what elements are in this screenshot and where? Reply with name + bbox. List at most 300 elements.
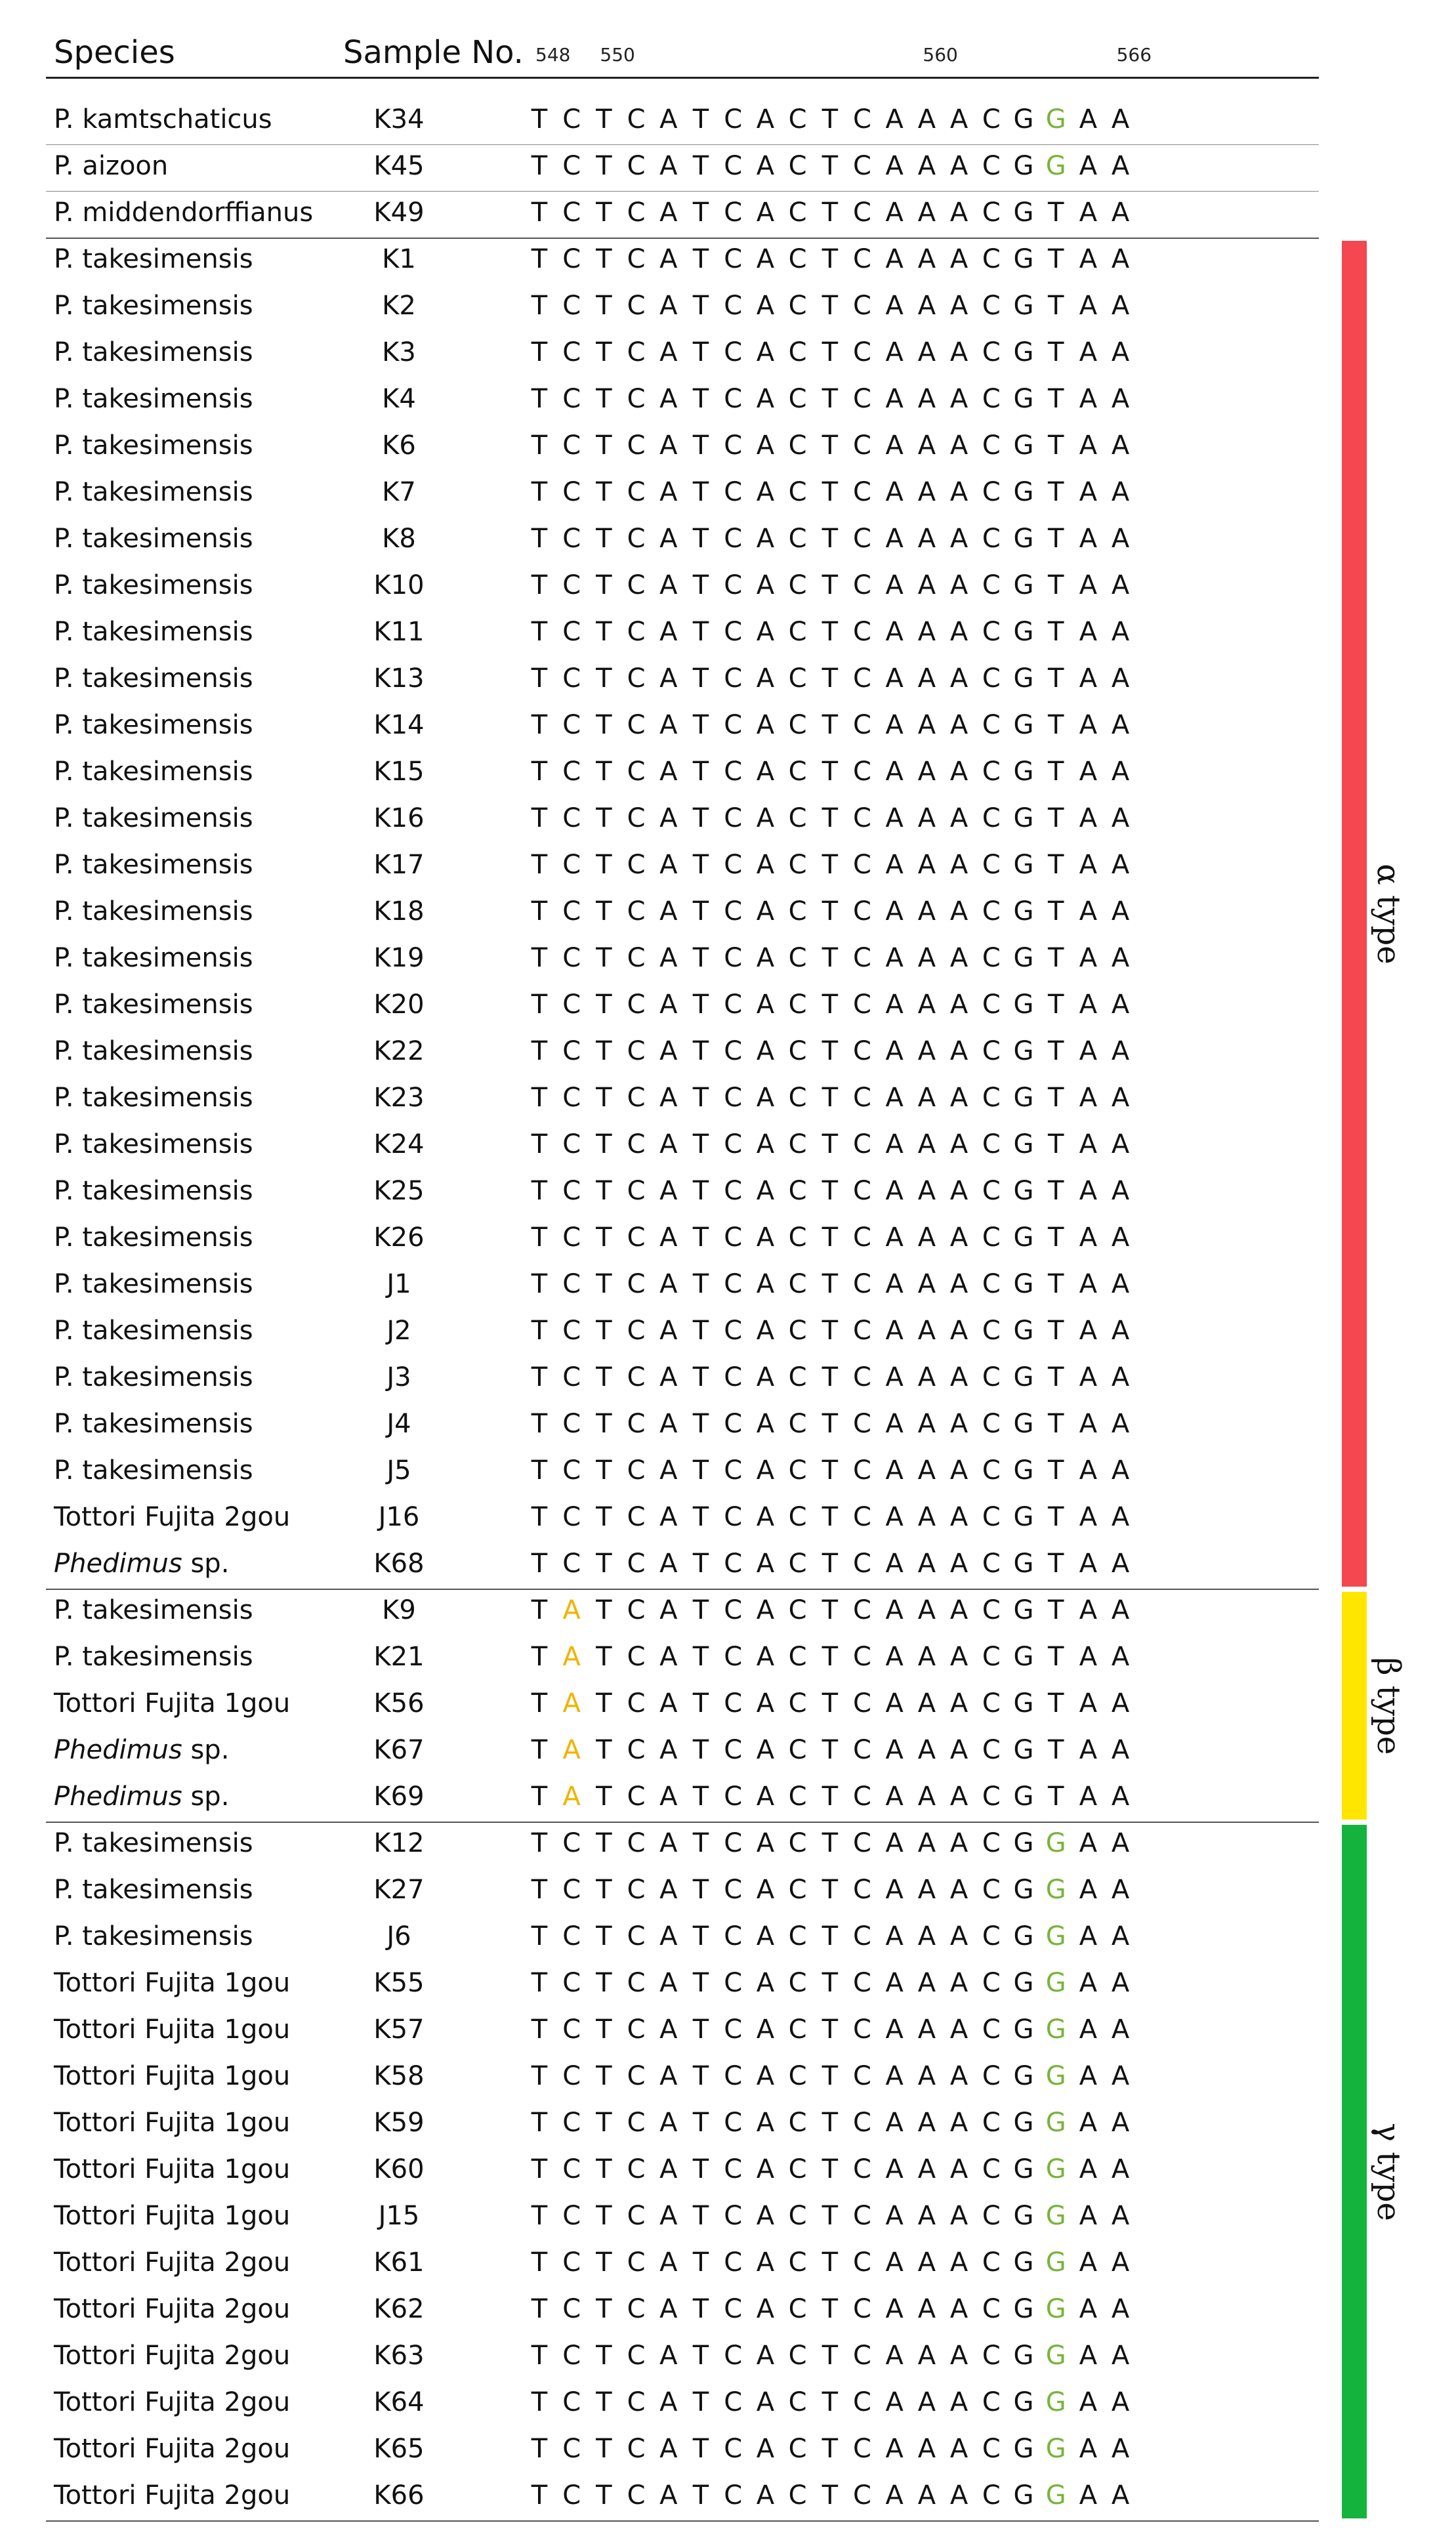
sequence-base: C	[788, 430, 807, 461]
sequence-base: A	[949, 943, 968, 973]
sequence-base: A	[885, 2247, 904, 2278]
sequence-base: A	[1079, 2201, 1098, 2231]
sequence-base: A	[1111, 1036, 1130, 1066]
sequence-base: T	[1047, 198, 1064, 228]
sequence-base: A	[917, 1688, 936, 1719]
sequence-base: A	[917, 1176, 936, 1206]
sequence-base: G	[1013, 2480, 1034, 2511]
sequence-base: T	[692, 1316, 709, 1346]
sequence-base: T	[692, 1828, 709, 1858]
sequence-base: A	[917, 1875, 936, 1905]
sequence-base: C	[982, 1269, 1001, 1299]
sequence-base: A	[1111, 663, 1130, 694]
sequence-base: A	[659, 2480, 678, 2511]
sequence-base: G	[1013, 1176, 1034, 1206]
sequence-base: A	[949, 337, 968, 367]
sequence-base: A	[949, 430, 968, 461]
sequence-base: T	[1047, 430, 1064, 461]
sequence-base: C	[724, 2341, 743, 2371]
sequence-base: T	[1047, 803, 1064, 833]
sequence-base: A	[1111, 1642, 1130, 1672]
sequence-base: C	[982, 2061, 1001, 2091]
sequence-base: C	[724, 1316, 743, 1346]
sequence-base: T	[692, 291, 709, 321]
species-name: Tottori Fujita 1gou	[54, 2061, 291, 2091]
sequence-base: A	[949, 1875, 968, 1905]
sequence-base: C	[627, 1316, 646, 1346]
sequence-base: G	[1013, 291, 1034, 321]
sequence-base: A	[756, 990, 775, 1020]
sequence-base: C	[853, 1642, 871, 1672]
species-name: P. takesimensis	[54, 663, 253, 694]
sequence-base: A	[917, 1269, 936, 1299]
species-name: P. takesimensis	[54, 1129, 253, 1159]
sample-number: J15	[378, 2201, 420, 2231]
sequence-base: C	[562, 151, 581, 181]
sequence-base: G	[1045, 2387, 1066, 2417]
sequence-base: T	[822, 2154, 839, 2184]
sequence-base: C	[724, 104, 743, 135]
sequence-base: A	[917, 2014, 936, 2045]
sequence-base: C	[982, 1222, 1001, 1253]
sequence-base: A	[885, 1409, 904, 1439]
sequence-base: C	[788, 990, 807, 1020]
sequence-base: A	[949, 1083, 968, 1113]
sequence-base: T	[531, 757, 548, 787]
sequence-base: C	[853, 1269, 871, 1299]
sequence-base: A	[949, 2201, 968, 2231]
sequence-base: C	[788, 1036, 807, 1066]
sequence-base: C	[724, 384, 743, 414]
sequence-base: C	[982, 151, 1001, 181]
group-divider	[46, 1589, 1319, 1590]
sequence-base: A	[1079, 990, 1098, 1020]
sequence-base: A	[949, 2108, 968, 2138]
sequence-base: C	[562, 2434, 581, 2464]
sequence-base: C	[724, 1595, 743, 1625]
sequence-base: A	[756, 198, 775, 228]
sequence-base: C	[853, 1875, 871, 1905]
sequence-base: A	[659, 1735, 678, 1765]
sequence-base: G	[1013, 2247, 1034, 2278]
species-name: P. kamtschaticus	[54, 104, 272, 135]
sequence-base: T	[822, 2108, 839, 2138]
sequence-base: T	[692, 1176, 709, 1206]
sequence-base: A	[917, 104, 936, 135]
sequence-base: C	[562, 663, 581, 694]
sequence-base: C	[853, 2108, 871, 2138]
sequence-base: C	[853, 104, 871, 135]
sequence-base: C	[627, 1688, 646, 1719]
sequence-base: T	[822, 198, 839, 228]
sequence-base: T	[596, 1129, 612, 1159]
sequence-base: T	[822, 896, 839, 927]
sequence-base: T	[822, 1921, 839, 1951]
sequence-base: A	[1079, 1549, 1098, 1579]
sequence-base: T	[531, 1036, 548, 1066]
sequence-base: T	[822, 2480, 839, 2511]
sequence-base: A	[917, 1502, 936, 1532]
species-name: P. aizoon	[54, 151, 169, 181]
sequence-base: A	[917, 2387, 936, 2417]
sequence-base: A	[917, 710, 936, 740]
sequence-base: C	[724, 1176, 743, 1206]
sequence-base: A	[1079, 2480, 1098, 2511]
sequence-base: T	[692, 2341, 709, 2371]
sequence-base: C	[982, 757, 1001, 787]
sequence-base: C	[982, 1083, 1001, 1113]
sequence-base: A	[1079, 1688, 1098, 1719]
sample-number: K56	[373, 1688, 425, 1719]
sequence-base: C	[627, 1921, 646, 1951]
sequence-base: C	[562, 710, 581, 740]
sample-number: K27	[373, 1875, 425, 1905]
sequence-base: T	[692, 850, 709, 880]
sequence-base: A	[1111, 1828, 1130, 1858]
sequence-base: T	[596, 2387, 612, 2417]
sequence-base: A	[1079, 104, 1098, 135]
sequence-base: C	[982, 803, 1001, 833]
sequence-base: A	[917, 244, 936, 274]
sequence-base: T	[822, 1362, 839, 1392]
sequence-base: A	[1079, 1735, 1098, 1765]
sequence-base: C	[724, 2247, 743, 2278]
sequence-base: C	[788, 1875, 807, 1905]
sequence-base: T	[822, 2294, 839, 2324]
species-name: P. takesimensis	[54, 943, 253, 973]
sequence-base: A	[756, 2108, 775, 2138]
sequence-base: G	[1045, 2061, 1066, 2091]
sequence-base: T	[692, 1222, 709, 1253]
sequence-base: C	[788, 198, 807, 228]
sequence-base: T	[822, 384, 839, 414]
species-name: P. takesimensis	[54, 896, 253, 927]
sequence-base: A	[949, 710, 968, 740]
sequence-base: A	[1111, 617, 1130, 647]
sequence-base: A	[659, 896, 678, 927]
sequence-base: A	[659, 1362, 678, 1392]
sample-number: K4	[382, 384, 416, 414]
sequence-base: A	[1079, 1269, 1098, 1299]
sequence-base: A	[949, 151, 968, 181]
sequence-base: C	[788, 524, 807, 554]
position-label: 566	[1116, 44, 1152, 66]
sequence-base: C	[788, 1782, 807, 1812]
sequence-base: T	[692, 337, 709, 367]
sequence-base: T	[1047, 1269, 1064, 1299]
sequence-base: T	[531, 1129, 548, 1159]
sequence-base: A	[917, 896, 936, 927]
sequence-base: T	[822, 2387, 839, 2417]
sample-number: K59	[373, 2108, 425, 2138]
sequence-base: C	[724, 757, 743, 787]
sequence-base: A	[1079, 2108, 1098, 2138]
sequence-base: A	[1079, 2061, 1098, 2091]
sample-number: K60	[373, 2154, 425, 2184]
sequence-base: C	[982, 1968, 1001, 1998]
sequence-base: A	[756, 1269, 775, 1299]
sequence-base: A	[885, 1176, 904, 1206]
sequence-base: A	[885, 1362, 904, 1392]
sequence-base: G	[1013, 524, 1034, 554]
sequence-base: C	[982, 244, 1001, 274]
sequence-base: T	[692, 384, 709, 414]
sequence-base: T	[1047, 617, 1064, 647]
sequence-base: A	[949, 1269, 968, 1299]
species-name: P. middendorffianus	[54, 198, 314, 228]
sequence-base: A	[917, 1642, 936, 1672]
sequence-base: A	[1111, 337, 1130, 367]
sequence-base: A	[659, 757, 678, 787]
sequence-base: T	[1047, 1642, 1064, 1672]
sequence-base: G	[1013, 337, 1034, 367]
sequence-base: T	[822, 1502, 839, 1532]
sample-number: J5	[386, 1455, 411, 1486]
sequence-base: A	[885, 1828, 904, 1858]
sequence-base: C	[627, 1828, 646, 1858]
sequence-base: C	[627, 2014, 646, 2045]
sequence-base: T	[692, 1549, 709, 1579]
sequence-base: A	[885, 104, 904, 135]
sequence-base: C	[788, 1502, 807, 1532]
sequence-base: C	[982, 1036, 1001, 1066]
sequence-base: C	[724, 1036, 743, 1066]
sequence-base: A	[756, 151, 775, 181]
sequence-base: A	[1079, 1921, 1098, 1951]
sequence-base: T	[531, 1642, 548, 1672]
sequence-base: C	[627, 803, 646, 833]
sequence-base: T	[596, 2247, 612, 2278]
sequence-base: C	[562, 1176, 581, 1206]
sequence-base: C	[724, 1222, 743, 1253]
sequence-base: C	[853, 198, 871, 228]
sequence-base: A	[885, 198, 904, 228]
sequence-base: A	[659, 803, 678, 833]
sequence-base: G	[1013, 430, 1034, 461]
sequence-base: T	[1047, 1362, 1064, 1392]
sequence-base: C	[853, 617, 871, 647]
sequence-base: A	[885, 337, 904, 367]
sequence-base: T	[531, 1735, 548, 1765]
sequence-base: C	[627, 1968, 646, 1998]
sequence-base: T	[1047, 570, 1064, 600]
sequence-base: T	[531, 2247, 548, 2278]
sequence-base: T	[596, 850, 612, 880]
sequence-base: T	[1047, 757, 1064, 787]
sequence-base: T	[1047, 1735, 1064, 1765]
sequence-base: C	[853, 1968, 871, 1998]
sequence-base: G	[1013, 2108, 1034, 2138]
beta-type-bar	[1342, 1592, 1367, 1820]
sequence-base: T	[692, 803, 709, 833]
sequence-base: A	[917, 1316, 936, 1346]
sequence-base: A	[1111, 2201, 1130, 2231]
sequence-base: T	[1047, 1455, 1064, 1486]
sequence-base: C	[853, 570, 871, 600]
species-name: P. takesimensis	[54, 1828, 253, 1858]
sequence-base: C	[853, 943, 871, 973]
sequence-base: T	[596, 430, 612, 461]
sequence-base: C	[982, 617, 1001, 647]
species-name: P. takesimensis	[54, 850, 253, 880]
sequence-base: C	[724, 1921, 743, 1951]
sequence-base: G	[1045, 2108, 1066, 2138]
sequence-base: G	[1013, 990, 1034, 1020]
sample-number: K18	[373, 896, 425, 927]
sequence-base: C	[982, 1828, 1001, 1858]
sequence-base: T	[596, 2480, 612, 2511]
sequence-base: A	[949, 2247, 968, 2278]
sequence-base: C	[788, 943, 807, 973]
sequence-base: C	[562, 2387, 581, 2417]
sequence-base: A	[949, 896, 968, 927]
sequence-base: G	[1013, 1269, 1034, 1299]
sequence-base: T	[531, 896, 548, 927]
sequence-base: C	[562, 1921, 581, 1951]
sequence-base: T	[1047, 1688, 1064, 1719]
species-name: P. takesimensis	[54, 291, 253, 321]
sequence-base: C	[788, 1642, 807, 1672]
sequence-base: A	[756, 2434, 775, 2464]
sequence-base: A	[1079, 617, 1098, 647]
sequence-base: C	[724, 1502, 743, 1532]
sequence-base: T	[1047, 524, 1064, 554]
sequence-base: T	[596, 1968, 612, 1998]
sequence-base: C	[562, 2014, 581, 2045]
sequence-base: C	[627, 151, 646, 181]
sequence-base: G	[1013, 2341, 1034, 2371]
sequence-base: T	[822, 151, 839, 181]
sequence-base: T	[531, 1968, 548, 1998]
sequence-base: C	[562, 104, 581, 135]
sequence-base: A	[756, 1455, 775, 1486]
sequence-base: A	[1111, 850, 1130, 880]
sequence-base: A	[659, 1688, 678, 1719]
sequence-base: G	[1013, 663, 1034, 694]
sequence-base: A	[1111, 757, 1130, 787]
sequence-base: A	[885, 477, 904, 507]
sequence-base: T	[596, 943, 612, 973]
sequence-base: A	[756, 2480, 775, 2511]
sequence-base: A	[917, 2341, 936, 2371]
sequence-base: C	[724, 477, 743, 507]
sequence-base: T	[822, 1409, 839, 1439]
sequence-base: C	[788, 803, 807, 833]
sequence-base: C	[627, 2201, 646, 2231]
sequence-base: T	[531, 1269, 548, 1299]
sequence-base: A	[659, 2247, 678, 2278]
sequence-base: T	[1047, 1222, 1064, 1253]
header-species: Species	[54, 34, 175, 71]
sequence-base: A	[885, 617, 904, 647]
sequence-base: G	[1013, 244, 1034, 274]
sequence-base: A	[659, 1549, 678, 1579]
sequence-base: C	[724, 570, 743, 600]
sequence-base: C	[627, 896, 646, 927]
sequence-base: C	[853, 1083, 871, 1113]
sequence-base: A	[1079, 151, 1098, 181]
sequence-base: A	[1111, 1455, 1130, 1486]
sequence-base: A	[659, 2061, 678, 2091]
sequence-base: A	[885, 1595, 904, 1625]
sequence-base: A	[1111, 896, 1130, 927]
sequence-base: C	[853, 1735, 871, 1765]
row-divider	[46, 191, 1319, 192]
sequence-base: C	[562, 850, 581, 880]
sequence-base: A	[1079, 198, 1098, 228]
sequence-base: T	[596, 1502, 612, 1532]
gamma-type-bar	[1342, 1825, 1367, 2518]
sequence-base: C	[982, 2108, 1001, 2138]
sequence-base: A	[917, 1409, 936, 1439]
sequence-base: A	[885, 1036, 904, 1066]
sequence-base: A	[885, 1269, 904, 1299]
sequence-base: A	[659, 2108, 678, 2138]
species-name: P. takesimensis	[54, 524, 253, 554]
sequence-base: C	[562, 198, 581, 228]
sequence-base: T	[531, 2434, 548, 2464]
sequence-base: T	[596, 803, 612, 833]
sequence-base: T	[822, 1735, 839, 1765]
sequence-base: C	[724, 430, 743, 461]
sequence-base: C	[853, 524, 871, 554]
sequence-base: A	[1079, 1129, 1098, 1159]
sequence-base: G	[1045, 2341, 1066, 2371]
sequence-base: A	[917, 2201, 936, 2231]
sequence-base: A	[885, 757, 904, 787]
sequence-base: C	[982, 1595, 1001, 1625]
sequence-base: A	[756, 291, 775, 321]
sequence-base: A	[1111, 2108, 1130, 2138]
sequence-base: C	[627, 1455, 646, 1486]
sequence-base: A	[1079, 2387, 1098, 2417]
sample-number: K58	[373, 2061, 425, 2091]
sequence-base: G	[1013, 1968, 1034, 1998]
sample-number: J1	[386, 1269, 411, 1299]
sequence-base: T	[531, 291, 548, 321]
sequence-base: G	[1013, 1502, 1034, 1532]
sequence-base: T	[822, 2434, 839, 2464]
sequence-base: C	[627, 104, 646, 135]
species-name: Phedimus sp.	[54, 1782, 230, 1812]
sequence-base: C	[853, 2061, 871, 2091]
sequence-base: C	[982, 2154, 1001, 2184]
sequence-base: A	[659, 104, 678, 135]
sequence-base: A	[659, 1782, 678, 1812]
sequence-base: G	[1013, 1549, 1034, 1579]
sequence-base: A	[659, 1828, 678, 1858]
sequence-base: G	[1013, 2294, 1034, 2324]
sequence-base: G	[1045, 2434, 1066, 2464]
sequence-base: T	[531, 151, 548, 181]
sequence-base: A	[659, 1083, 678, 1113]
sequence-base: T	[1047, 477, 1064, 507]
sequence-base: T	[822, 663, 839, 694]
sequence-base: C	[853, 151, 871, 181]
sequence-base: C	[853, 2201, 871, 2231]
sequence-base: A	[949, 663, 968, 694]
sequence-base: A	[756, 1828, 775, 1858]
sequence-base: C	[788, 104, 807, 135]
sequence-base: C	[562, 2341, 581, 2371]
sequence-base: T	[822, 524, 839, 554]
sequence-base: C	[853, 803, 871, 833]
sequence-base: A	[1111, 2387, 1130, 2417]
sample-number: K25	[373, 1176, 425, 1206]
sequence-base: C	[724, 1549, 743, 1579]
sequence-base: A	[1079, 663, 1098, 694]
sequence-base: C	[627, 2434, 646, 2464]
